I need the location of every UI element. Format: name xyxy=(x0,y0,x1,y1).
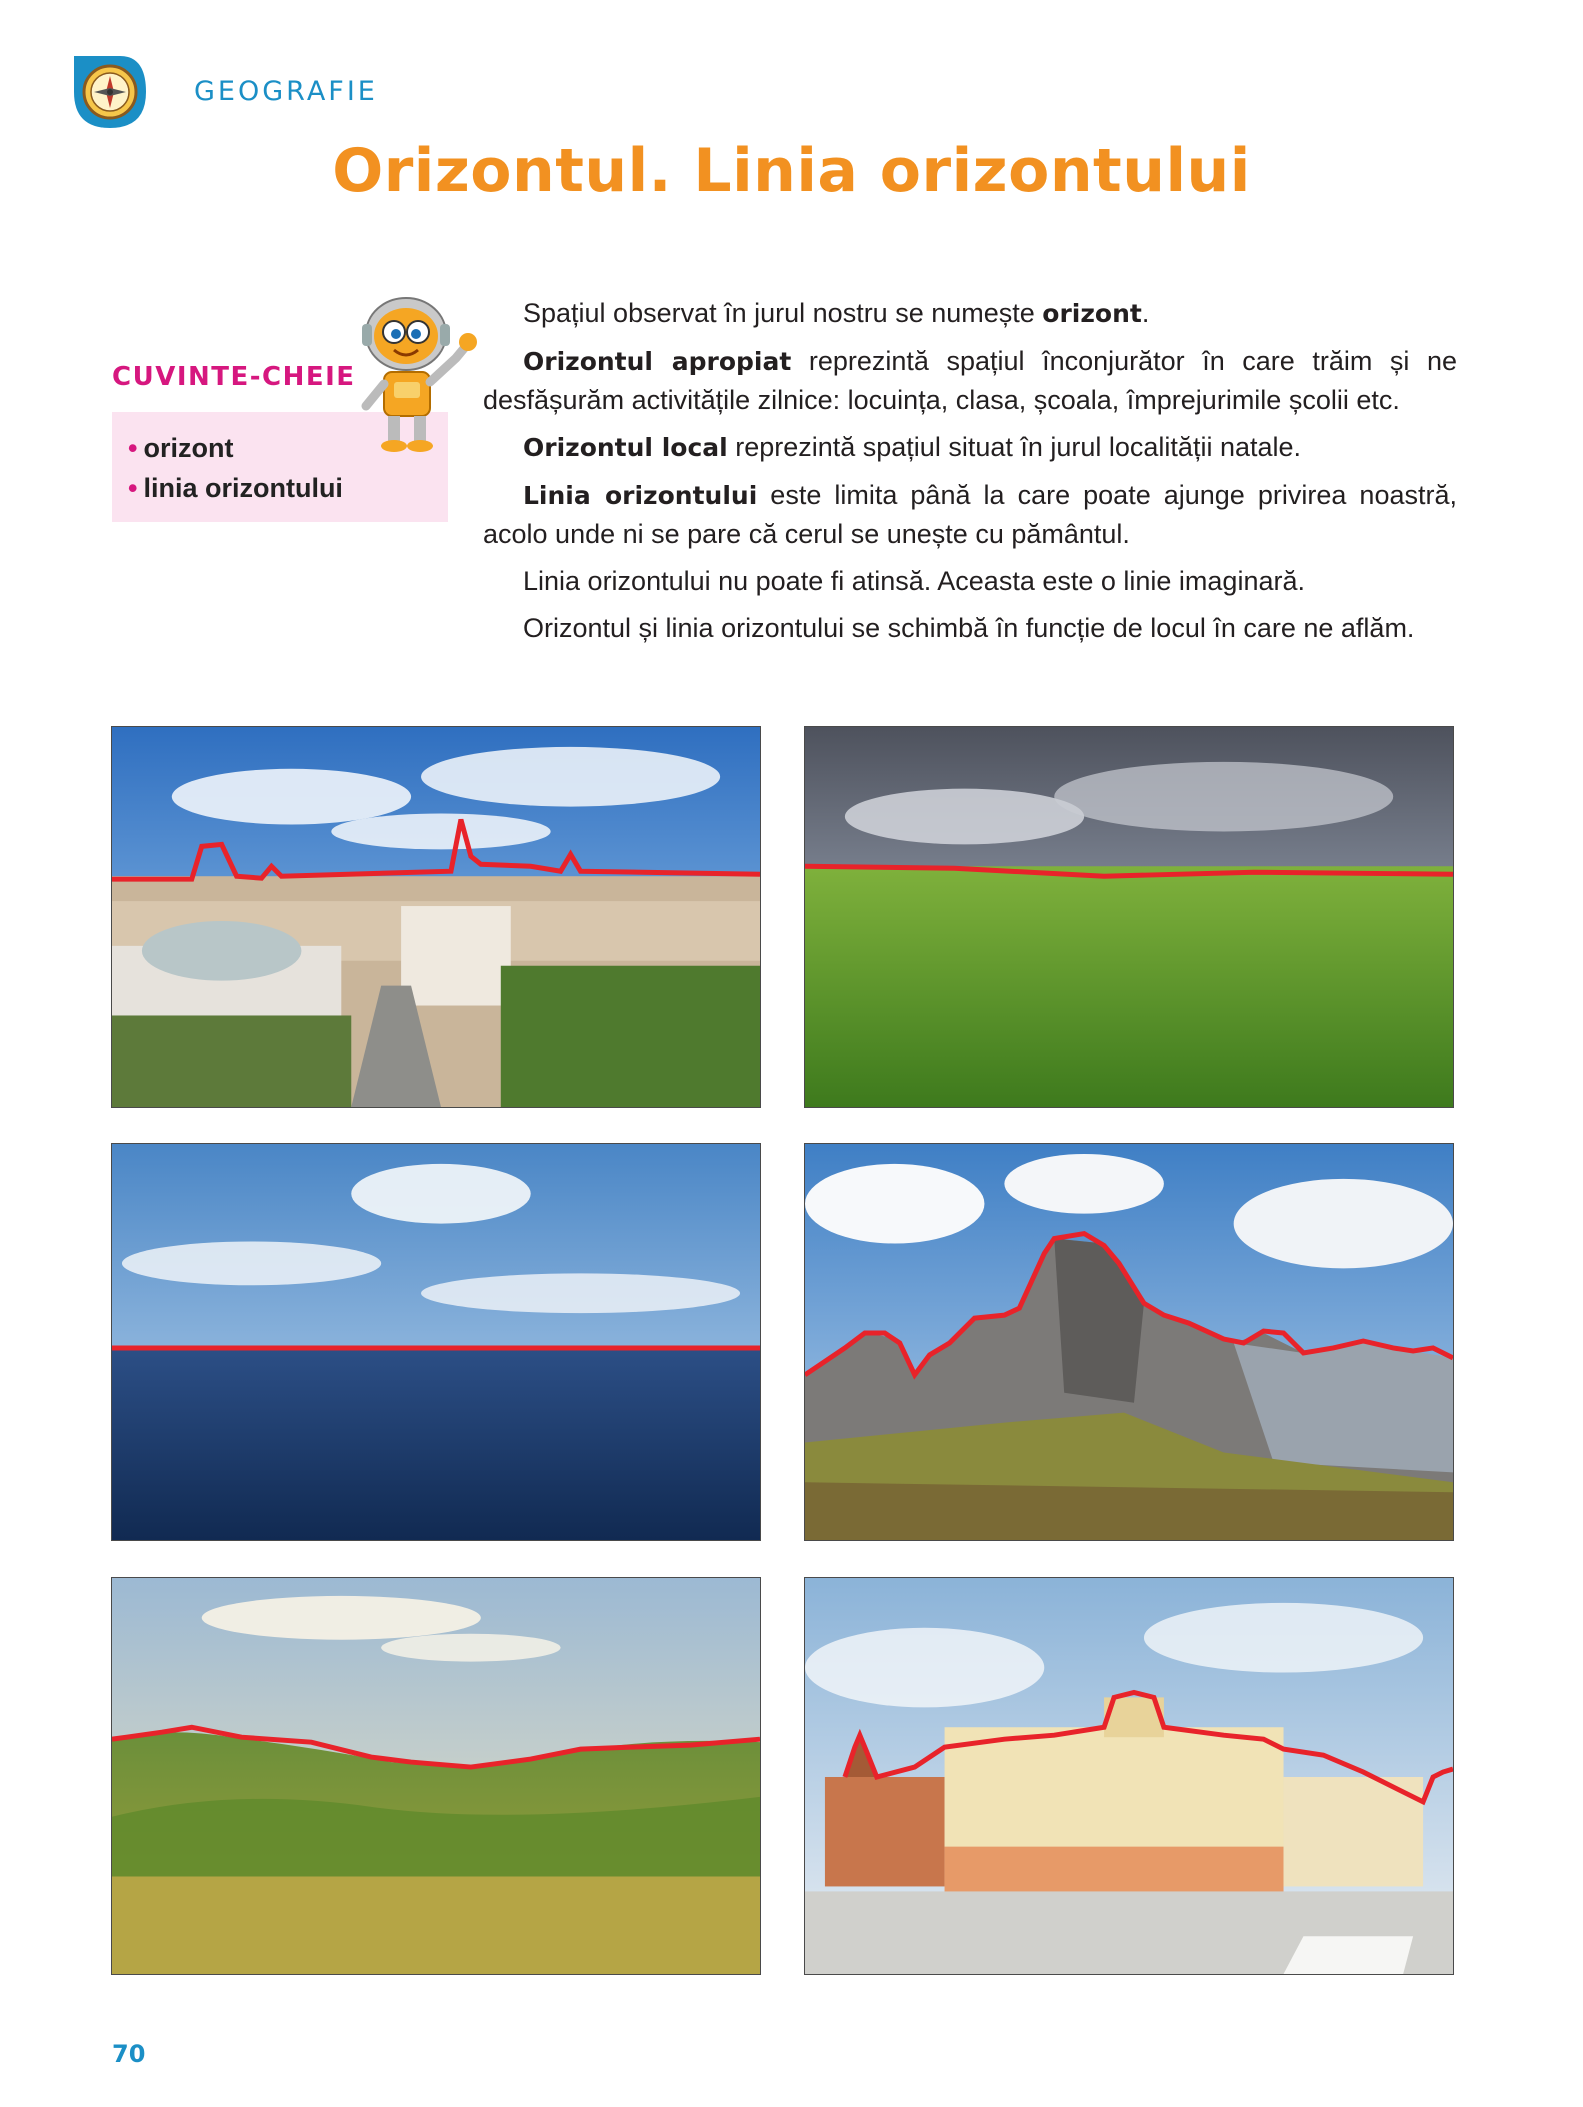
rolling-hills-photo xyxy=(111,1577,761,1975)
robot-mascot-icon xyxy=(344,288,484,454)
mountain-photo xyxy=(804,1143,1454,1541)
subject-label: GEOGRAFIE xyxy=(194,76,378,107)
paragraph: Linia orizontului este limita până la care poate ajunge privirea noastră, acolo unde ni se pare că cerul se unește cu pământul. xyxy=(483,480,1457,549)
sea-photo xyxy=(111,1143,761,1541)
keywords-list xyxy=(128,428,343,508)
lesson-text xyxy=(483,294,1457,656)
keywords-title: CUVINTE-CHEIE xyxy=(112,362,356,392)
paragraph: Linia orizontului nu poate fi atinsă. Aceasta este o linie imaginară. xyxy=(523,566,1305,596)
keyword-item: • linia orizontului xyxy=(128,473,343,503)
page-number: 70 xyxy=(112,2040,146,2068)
city-skyline-photo xyxy=(111,726,761,1108)
green-field-photo xyxy=(804,726,1454,1108)
page-title: Orizontul. Linia orizontului xyxy=(332,136,1251,206)
paragraph: Orizontul apropiat reprezintă spațiul înconjurător în care trăim și ne desfășurăm activitățile zilnice: locuința, clasa, școala, împrejurimile școlii etc. xyxy=(483,346,1457,415)
keyword-item: • orizont xyxy=(128,433,234,463)
palace-building-photo xyxy=(804,1577,1454,1975)
paragraph: Spațiul observat în jurul nostru se numește orizont. xyxy=(523,298,1150,328)
paragraph: Orizontul și linia orizontului se schimbă în funcție de locul în care ne aflăm. xyxy=(523,613,1415,643)
compass-badge-icon xyxy=(70,52,148,132)
paragraph: Orizontul local reprezintă spațiul situat în jurul localității natale. xyxy=(523,432,1302,462)
